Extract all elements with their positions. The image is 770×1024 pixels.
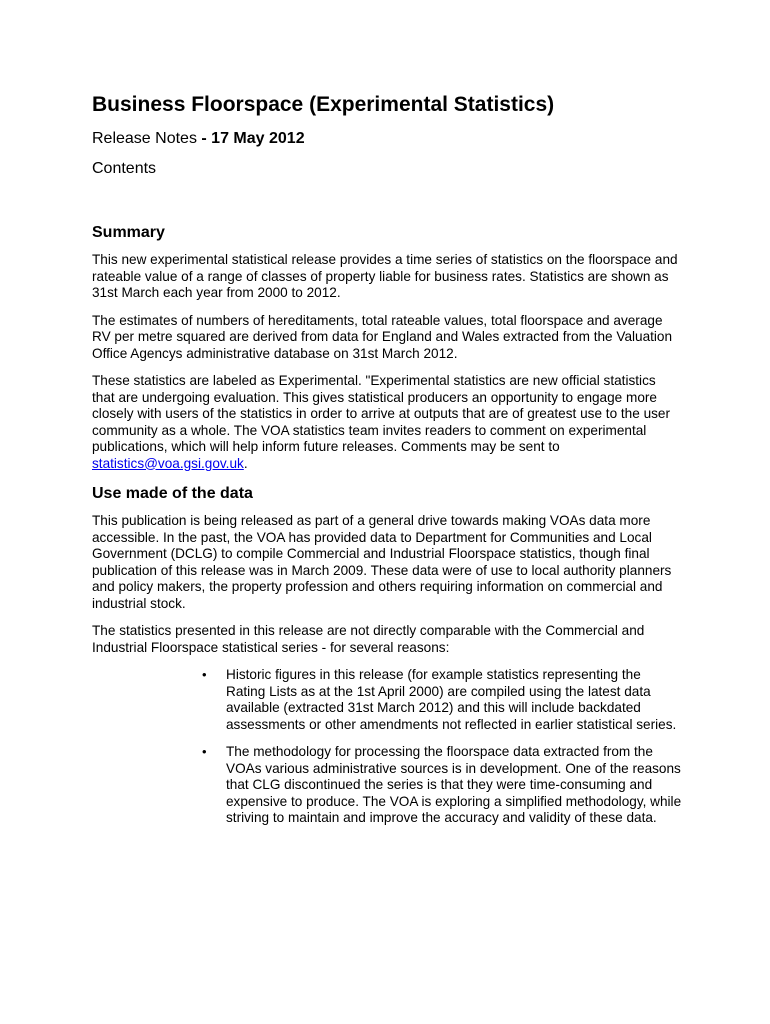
page-title: Business Floorspace (Experimental Statistics) bbox=[92, 93, 555, 116]
summary-paragraph-3-text: These statistics are labeled as Experimental. "Experimental statistics are new official statistics that are undergoing evaluation. This gives statistical producers an opportunity to engage more closely with users of the statistics in order to arrive at outputs that are of greatest use to the user community as a whole. The VOA statistics team invites readers to comment on experimental publications, which will help inform future releases. Comments may be sent to bbox=[92, 373, 671, 454]
release-date: - 17 May 2012 bbox=[201, 130, 305, 147]
list-item-text: Historic figures in this release (for example statistics representing the Rating Lists as at the 1st April 2000) are compiled using the latest data available (extracted 31st March 2012) and this will include backdated assessments or other amendments not reflected in earlier statistical series. bbox=[226, 667, 677, 732]
list-item bbox=[202, 744, 682, 827]
summary-paragraph-1: This new experimental statistical release provides a time series of statistics on the floorspace and rateable value of a range of classes of property liable for business rates. Statistics are shown as 31st March each year from 2000 to 2012. bbox=[92, 252, 678, 300]
summary-paragraph-3-end: . bbox=[243, 455, 248, 471]
use-paragraph-1: This publication is being released as part of a general drive towards making VOAs data more accessible. In the past, the VOA has provided data to Department for Communities and Local Government (DCLG) to compile Commercial and Industrial Floorspace statistics, though final publication of this release was in March 2009. These data were of use to local authority planners and policy makers, the property profession and others requiring information on commercial and industrial stock. bbox=[92, 513, 672, 611]
email-link[interactable]: statistics@voa.gsi.gov.uk bbox=[92, 455, 244, 471]
bullet-icon: • bbox=[202, 744, 207, 759]
contents-heading: Contents bbox=[92, 160, 157, 177]
list-item bbox=[202, 667, 682, 733]
release-line bbox=[92, 128, 682, 150]
use-heading: Use made of the data bbox=[92, 485, 253, 502]
summary-paragraph-3 bbox=[92, 373, 682, 472]
document-page bbox=[92, 90, 682, 838]
summary-heading: Summary bbox=[92, 224, 165, 241]
summary-paragraph-2: The estimates of numbers of hereditaments, total rateable values, total floorspace and average RV per metre squared are derived from data for England and Wales extracted from the Valuation Office Agencys administrative database on 31st March 2012. bbox=[92, 312, 673, 361]
bullet-icon: • bbox=[202, 667, 207, 682]
reasons-list bbox=[92, 667, 682, 827]
list-item-text: The methodology for processing the floorspace data extracted from the VOAs various administrative sources is in development. One of the reasons that CLG discontinued the series is that they were time-consuming and expensive to produce. The VOA is exploring a simplified methodology, while striving to maintain and improve the accuracy and validity of these data. bbox=[226, 744, 682, 825]
release-label: Release Notes bbox=[92, 130, 197, 147]
use-paragraph-2: The statistics presented in this release are not directly comparable with the Commercial and Industrial Floorspace statistical series - for several reasons: bbox=[92, 623, 645, 655]
